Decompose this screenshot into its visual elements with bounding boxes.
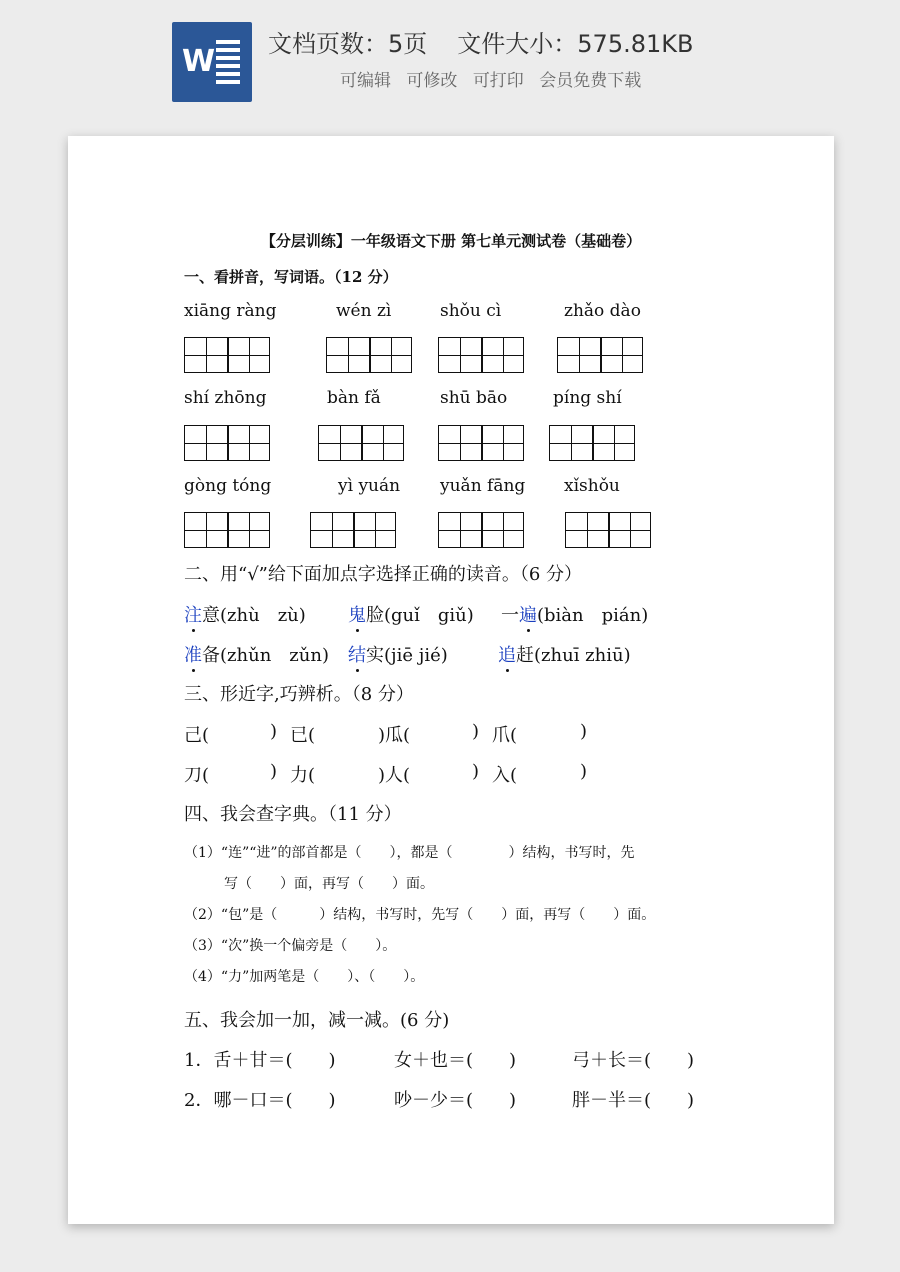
writing-grid[interactable] [184,337,270,373]
reading-choice[interactable] [348,641,448,667]
pinyin-label: yì yuán [338,476,401,496]
question-item: 写（ ）面，再写（ ）面。 [224,876,434,892]
question-item: （2）“包”是（ ）结构，书写时，先写（ ）面，再写（ ）面。 [184,907,656,923]
pinyin-label: xiāng ràng [184,301,277,321]
blank-text: ) [580,761,588,782]
document-page [68,136,834,1224]
dotted-char: 鬼 [348,605,366,626]
math-item: 胖－半＝( ) [572,1090,695,1111]
blank-text: 刀( [184,765,210,786]
pinyin-label: yuǎn fāng [440,476,526,496]
pinyin-label: gòng tóng [184,476,272,496]
question-item: （1）“连”“进”的部首都是（ ），都是（ ）结构，书写时，先 [184,845,635,861]
blank-text: 力( [290,765,316,786]
blank-text: 爪( [492,725,518,746]
feature-modifiable: 可修改 [406,71,458,91]
feature-list [340,66,651,91]
feature-editable: 可编辑 [340,71,391,91]
pinyin-options: 赶(zhuī zhiū) [516,645,631,666]
writing-grid[interactable] [310,512,396,548]
section-2-heading: 二、用“√”给下面加点字选择正确的读音。（6 分） [184,564,583,585]
word-logo-letter: W [182,44,216,79]
pinyin-options: 意(zhù zù) [202,605,306,626]
question-item: （3）“次”换一个偏旁是（ ）。 [184,938,397,954]
writing-grid[interactable] [326,337,412,373]
reading-choice[interactable] [348,601,474,627]
pinyin-options: 脸(guǐ giǔ) [366,605,474,626]
pinyin-label: xǐshǒu [564,476,620,496]
math-item: 吵－少＝( ) [394,1090,517,1111]
question-item: （4）“力”加两笔是（ ）、（ ）。 [184,969,425,985]
writing-grid[interactable] [184,425,270,461]
blank-text: 已( [290,725,316,746]
pinyin-options: 实(jiē jié) [366,645,448,666]
plain-char: 一 [501,605,519,626]
blank-text: ) [270,721,278,742]
blank-text: ) [580,721,588,742]
section-4-heading: 四、我会查字典。（11 分） [184,804,402,825]
word-document-icon [172,22,252,102]
dotted-char: 准 [184,645,202,666]
math-item: 2．哪－口＝( ) [184,1090,336,1111]
file-size: 文件大小：575.81KB [457,30,694,58]
section-1-heading: 一、看拼音，写词语。（12 分） [184,268,398,286]
pinyin-label: zhǎo dào [564,301,641,321]
pinyin-label: shǒu cì [440,301,502,321]
reading-choice[interactable] [498,641,631,667]
writing-grid[interactable] [438,425,524,461]
pinyin-label: bàn fǎ [327,388,381,408]
writing-grid[interactable] [438,512,524,548]
blank-text: )人( [378,765,411,786]
page-count: 文档页数：5页 [268,30,428,58]
blank-text: ) [270,761,278,782]
pinyin-label: wén zì [336,301,392,321]
writing-grid[interactable] [565,512,651,548]
document-meta [268,24,693,59]
word-logo-lines [216,40,240,88]
dotted-char: 遍 [519,605,537,626]
pinyin-options: 备(zhǔn zǔn) [202,645,329,666]
blank-text: 入( [492,765,518,786]
feature-printable: 可打印 [472,71,524,91]
section-5-heading: 五、我会加一加，减一减。(6 分) [184,1010,450,1031]
blank-text: 己( [184,725,210,746]
writing-grid[interactable] [557,337,643,373]
pinyin-options: (biàn pián) [537,605,649,626]
dotted-char: 追 [498,645,516,666]
writing-grid[interactable] [438,337,524,373]
document-title: 【分层训练】一年级语文下册 第七单元测试卷（基础卷） [260,232,642,250]
reading-choice[interactable] [501,601,648,627]
math-item: 1．舌＋甘＝( ) [184,1050,336,1071]
blank-text: ) [472,761,480,782]
feature-member-download: 会员免费下载 [539,71,642,91]
section-3-heading: 三、形近字,巧辨析。（8 分） [184,684,414,705]
pinyin-label: píng shí [553,388,622,408]
pinyin-label: shū bāo [440,388,508,408]
reading-choice[interactable] [184,601,306,627]
writing-grid[interactable] [318,425,404,461]
math-item: 女＋也＝( ) [394,1050,517,1071]
writing-grid[interactable] [184,512,270,548]
reading-choice[interactable] [184,641,329,667]
dotted-char: 结 [348,645,366,666]
blank-text: ) [472,721,480,742]
math-item: 弓＋长＝( ) [572,1050,695,1071]
pinyin-label: shí zhōng [184,388,267,408]
blank-text: )瓜( [378,725,411,746]
dotted-char: 注 [184,605,202,626]
writing-grid[interactable] [549,425,635,461]
